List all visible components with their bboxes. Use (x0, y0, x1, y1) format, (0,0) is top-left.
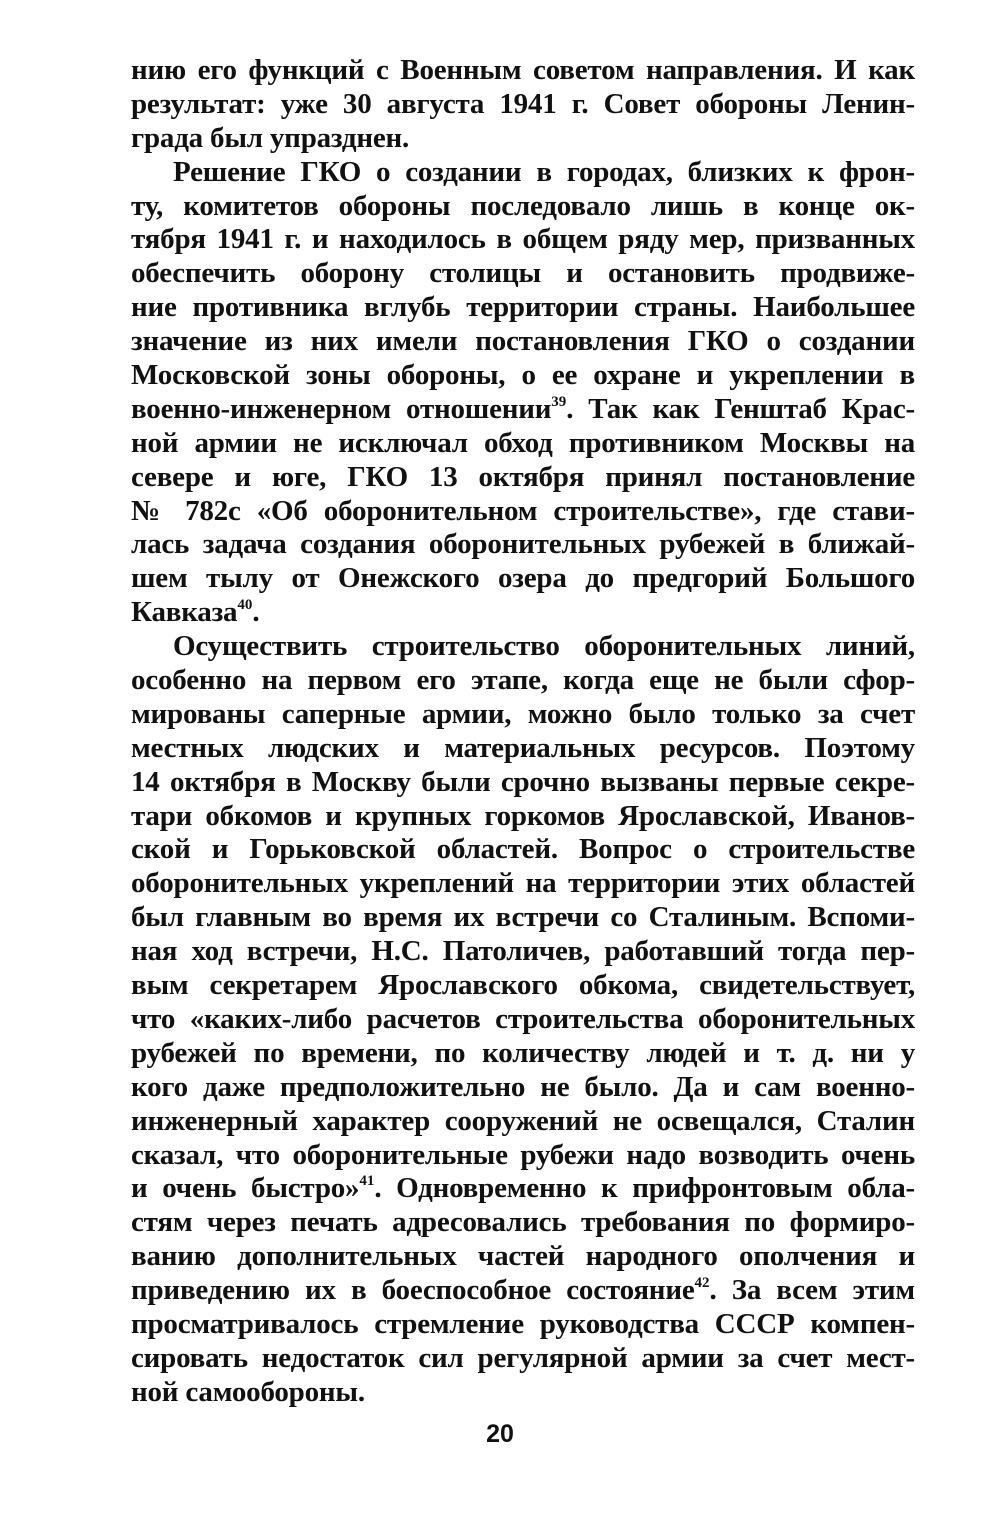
text-line (131, 291, 915, 325)
line-text: Осуществить строительство оборонительных линий, (173, 630, 915, 663)
text-line (131, 1071, 915, 1105)
paragraph (131, 54, 915, 156)
line-text: был главным во время их встречи со Сталиным. Вспоми- (131, 901, 915, 934)
line-text: Решение ГКО о создании в городах, близких к фрон- (173, 155, 915, 188)
text-line (131, 190, 915, 224)
text-line (131, 156, 915, 190)
line-text-after-footnote: . Так как Генштаб Крас- (566, 392, 915, 425)
line-text: града был упразднен. (131, 121, 410, 154)
text-line (131, 630, 915, 664)
footnote-reference: 42 (694, 1275, 710, 1292)
text-line (131, 732, 915, 766)
line-text: и очень быстро» (131, 1172, 360, 1205)
text-line (131, 325, 915, 359)
line-text: результат: уже 30 августа 1941 г. Совет обороны Ленин- (131, 87, 915, 120)
text-line (131, 562, 915, 596)
text-line (131, 257, 915, 291)
line-text: мированы саперные армии, можно было только за счет (131, 697, 915, 730)
line-text-after-footnote: . (252, 596, 260, 629)
text-line (131, 359, 915, 393)
line-text-after-footnote: . Одновременно к прифронтовым обла- (374, 1172, 915, 1205)
line-text: севере и юге, ГКО 13 октября принял постановление (131, 460, 915, 493)
line-text: Московской зоны обороны, о ее охране и укреплении в (131, 359, 915, 392)
line-text-after-footnote: . За всем этим (709, 1274, 915, 1307)
text-line (131, 528, 915, 562)
line-text: ная ход встречи, Н.С. Патоличев, работавший тогда пер- (131, 935, 915, 968)
text-line (131, 1172, 915, 1206)
line-text: тари обкомов и крупных горкомов Ярославской, Иванов- (131, 799, 915, 832)
line-text: обеспечить оборону столицы и остановить продвиже- (131, 257, 915, 290)
line-text: просматривалось стремление руководства СССР компен- (131, 1307, 915, 1340)
line-text: стям через печать адресовались требования по формиро- (131, 1206, 915, 1239)
footnote-reference: 41 (359, 1173, 375, 1190)
line-text: что «каких-либо расчетов строительства оборонительных (131, 1002, 915, 1035)
text-line (131, 766, 915, 800)
line-text: особенно на первом его этапе, когда еще не были сфор- (131, 664, 915, 697)
text-line (131, 1240, 915, 1274)
text-line (131, 1206, 915, 1240)
text-line (131, 664, 915, 698)
text-line (131, 1037, 915, 1071)
line-text: тября 1941 г. и находилось в общем ряду мер, призванных (131, 223, 915, 256)
line-text: инженерный характер сооружений не освещался, Сталин (131, 1104, 915, 1137)
line-text: ной самообороны. (131, 1375, 365, 1408)
line-text: ние противника вглубь территории страны. Наибольшее (131, 291, 915, 324)
page-body (131, 54, 915, 1410)
line-text: ванию дополнительных частей народного ополчения и (131, 1240, 915, 1273)
text-line (131, 901, 915, 935)
line-text: 14 октября в Москву были срочно вызваны первые секре- (131, 765, 915, 798)
line-text: оборонительных укреплений на территории этих областей (131, 867, 915, 900)
text-line (131, 393, 915, 427)
line-text: военно-инженерном отношении (131, 392, 552, 425)
line-text: ту, комитетов обороны последовало лишь в конце ок- (131, 189, 915, 222)
line-text: значение из них имели постановления ГКО о создании (131, 325, 915, 358)
text-line (131, 1308, 915, 1342)
text-line (131, 461, 915, 495)
line-text: лась задача создания оборонительных рубежей в ближай- (131, 528, 915, 561)
text-line (131, 596, 915, 630)
text-line (131, 88, 915, 122)
line-text: сказал, что оборонительные рубежи надо возводить очень (131, 1138, 915, 1171)
footnote-reference: 40 (237, 597, 253, 614)
text-line (131, 1376, 915, 1410)
line-text: кого даже предположительно не было. Да и сам военно- (131, 1070, 915, 1103)
footnote-reference: 39 (551, 393, 567, 410)
text-line (131, 122, 915, 156)
line-text: вым секретарем Ярославского обкома, свидетельствует, (131, 969, 915, 1002)
line-text: приведению их в боеспособное состояние (131, 1274, 695, 1307)
text-line (131, 1105, 915, 1139)
text-line (131, 54, 915, 88)
line-text: ской и Горьковской областей. Вопрос о строительстве (131, 833, 915, 866)
text-line (131, 833, 915, 867)
text-line (131, 1274, 915, 1308)
text-line (131, 427, 915, 461)
line-text: местных людских и материальных ресурсов. Поэтому (131, 731, 915, 764)
text-line (131, 867, 915, 901)
line-text: рубежей по времени, по количеству людей и т. д. ни у (131, 1036, 915, 1069)
text-line (131, 1003, 915, 1037)
text-line (131, 1342, 915, 1376)
paragraph (131, 630, 915, 1409)
line-text: Кавказа (131, 596, 238, 629)
text-line (131, 495, 915, 529)
line-text: шем тылу от Онежского озера до предгорий Большого (131, 562, 915, 595)
line-text: сировать недостаток сил регулярной армии за счет мест- (131, 1341, 915, 1374)
line-text: ной армии не исключал обход противником Москвы на (131, 426, 915, 459)
text-line (131, 223, 915, 257)
text-line (131, 935, 915, 969)
text-line (131, 969, 915, 1003)
page-number: 20 (486, 1420, 514, 1448)
line-text: № 782с «Об оборонительном строительстве», где стави- (131, 494, 915, 527)
paragraph (131, 156, 915, 630)
text-line (131, 800, 915, 834)
text-line (131, 698, 915, 732)
text-line (131, 1139, 915, 1173)
line-text: нию его функций с Военным советом направления. И как (131, 54, 915, 86)
